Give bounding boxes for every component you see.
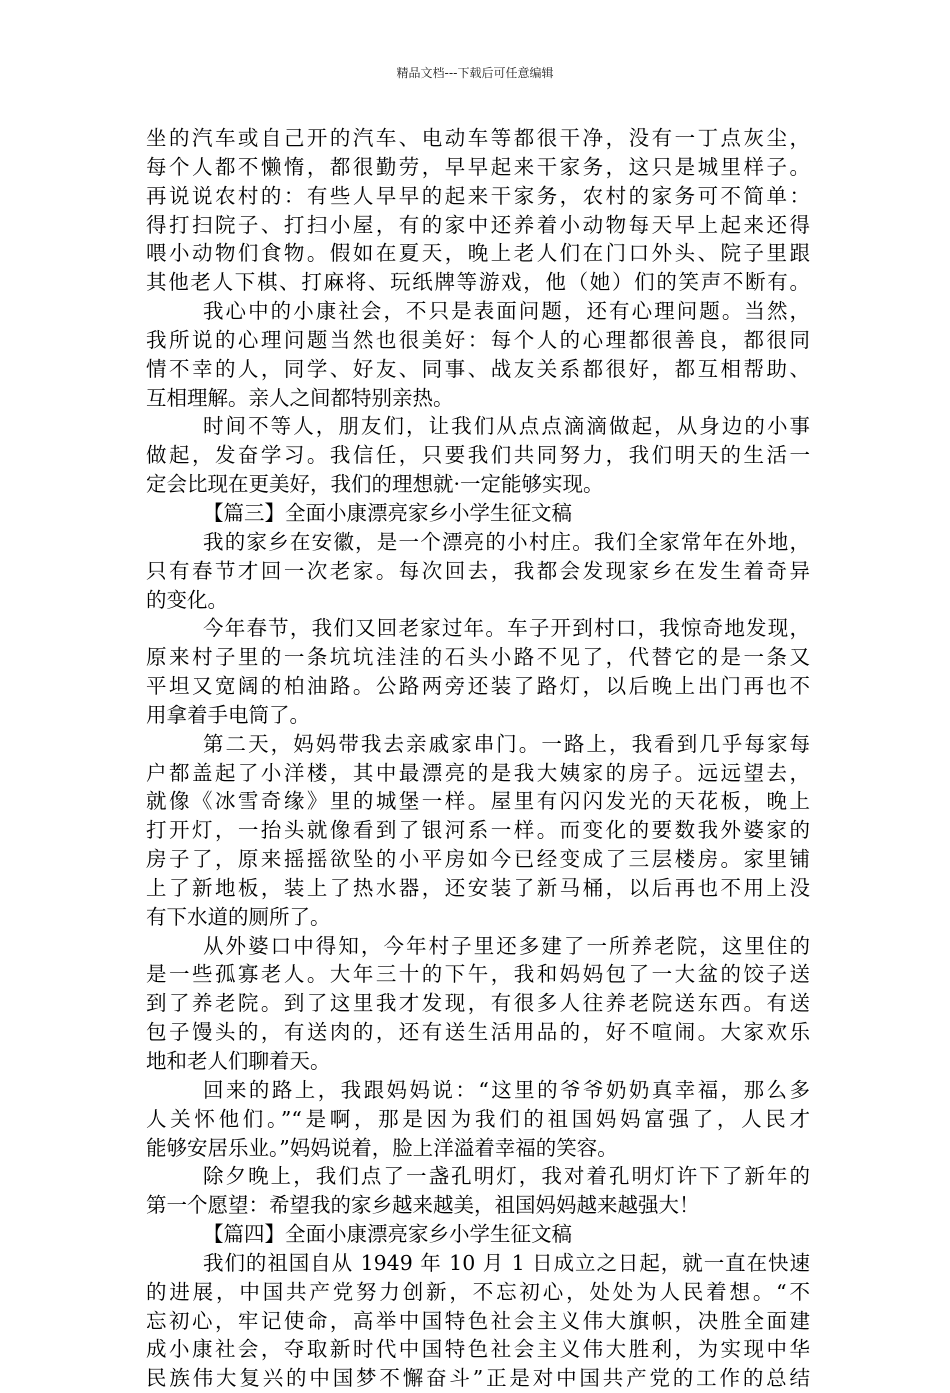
text-line: 回来的路上，我跟妈妈说：“这里的爷爷奶奶真幸福，那么多 xyxy=(203,1077,810,1102)
text-line: 做起，发奋学习。我信任，只要我们共同努力，我们明天的生活一 xyxy=(146,443,810,468)
text-line: 是一些孤寡老人。大年三十的下午，我和妈妈包了一大盆的饺子送 xyxy=(146,962,810,987)
text-line: 喂小动物们食物。假如在夏天，晚上老人们在门口外头、院子里跟 xyxy=(146,241,810,266)
text-line: 有下水道的厕所了。 xyxy=(146,904,331,929)
text-line: 包子馒头的，有送肉的，还有送生活用品的，好不喧闹。大家欢乐 xyxy=(146,1020,810,1045)
section-heading: 【篇三】全面小康漂亮家乡小学生征文稿 xyxy=(203,500,572,525)
text-line: 情不幸的人，同学、好友、同事、战友关系都很好，都互相帮助、 xyxy=(146,356,810,381)
text-line: 人关怀他们。”“是啊，那是因为我们的祖国妈妈富强了，人民才 xyxy=(146,1106,810,1131)
text-line: 能够安居乐业。”妈妈说着，脸上洋溢着幸福的笑容。 xyxy=(146,1135,618,1160)
text-line: 打开灯，一抬头就像看到了银河系一样。而变化的要数我外婆家的 xyxy=(146,818,810,843)
text-line: 成小康社会，夺取新时代中国特色社会主义伟大胜利，为实现中华 xyxy=(146,1337,810,1362)
text-line: 忘初心，牢记使命，高举中国特色社会主义伟大旗帜，决胜全面建 xyxy=(146,1308,810,1333)
text-line: 从外婆口中得知，今年村子里还多建了一所养老院，这里住的 xyxy=(203,933,810,958)
text-line: 户都盖起了小洋楼，其中最漂亮的是我大姨家的房子。远远望去， xyxy=(146,760,810,785)
text-line: 定会比现在更美好，我们的理想就·一定能够实现。 xyxy=(146,472,604,497)
text-line: 坐的汽车或自己开的汽车、电动车等都很干净，没有一丁点灰尘， xyxy=(146,126,810,150)
text-line: 原来村子里的一条坑坑洼洼的石头小路不见了，代替它的是一条又 xyxy=(146,645,810,670)
text-line: 除夕晚上，我们点了一盏孔明灯，我对着孔明灯许下了新年的 xyxy=(203,1164,810,1189)
text-line: 的进展，中国共产党努力创新，不忘初心，处处为人民着想。“不 xyxy=(146,1279,810,1304)
text-line: 其他老人下棋、打麻将、玩纸牌等游戏，他（她）们的笑声不断有。 xyxy=(146,270,810,295)
text-line: 我的家乡在安徽，是一个漂亮的小村庄。我们全家常年在外地， xyxy=(203,529,810,554)
text-line: 民族伟大复兴的中国梦不懈奋斗”正是对中国共产党的工作的总结 xyxy=(146,1366,810,1391)
page-header: 精品文档---下载后可任意编辑 xyxy=(396,66,554,80)
text-line: 第一个愿望：希望我的家乡越来越美，祖国妈妈越来越强大！ xyxy=(146,1193,700,1218)
text-line: 就像《冰雪奇缘》里的城堡一样。屋里有闪闪发光的天花板，晚上 xyxy=(146,789,810,814)
text-line: 每个人都不懒惰，都很勤劳，早早起来干家务，这只是城里样子。 xyxy=(146,154,810,179)
text-line: 上了新地板，装上了热水器，还安装了新马桶，以后再也不用上没 xyxy=(146,875,810,900)
text-line: 用拿着手电筒了。 xyxy=(146,702,310,727)
text-line: 房子了，原来摇摇欲坠的小平房如今已经变成了三层楼房。家里铺 xyxy=(146,847,810,872)
text-line: 互相理解。亲人之间都特别亲热。 xyxy=(146,385,454,410)
text-line: 我心中的小康社会，不只是表面问题，还有心理问题。当然， xyxy=(203,299,810,324)
text-line: 到了养老院。到了这里我才发现，有很多人往养老院送东西。有送 xyxy=(146,991,810,1016)
text-line: 我所说的心理问题当然也很美好：每个人的心理都很善良，都很同 xyxy=(146,327,810,352)
text-line: 再说说农村的：有些人早早的起来干家务，农村的家务可不简单： xyxy=(146,183,810,208)
text-line: 时间不等人，朋友们，让我们从点点滴滴做起，从身边的小事 xyxy=(203,414,810,439)
text-line: 第二天，妈妈带我去亲戚家串门。一路上，我看到几乎每家每 xyxy=(203,731,810,756)
text-line: 今年春节，我们又回老家过年。车子开到村口，我惊奇地发现， xyxy=(203,616,810,641)
text-line: 得打扫院子、打扫小屋，有的家中还养着小动物每天早上起来还得 xyxy=(146,212,810,237)
text-line: 的变化。 xyxy=(146,587,228,612)
document-body xyxy=(146,124,810,1393)
text-line: 平坦又宽阔的柏油路。公路两旁还装了路灯，以后晚上出门再也不 xyxy=(146,674,810,699)
text-line: 只有春节才回一次老家。每次回去，我都会发现家乡在发生着奇异 xyxy=(146,558,810,583)
text-line: 地和老人们聊着天。 xyxy=(146,1049,331,1073)
section-heading: 【篇四】全面小康漂亮家乡小学生征文稿 xyxy=(203,1222,572,1247)
text-line: 我们的祖国自从 1949 年 10 月 1 日成立之日起，就一直在快速 xyxy=(203,1250,810,1275)
